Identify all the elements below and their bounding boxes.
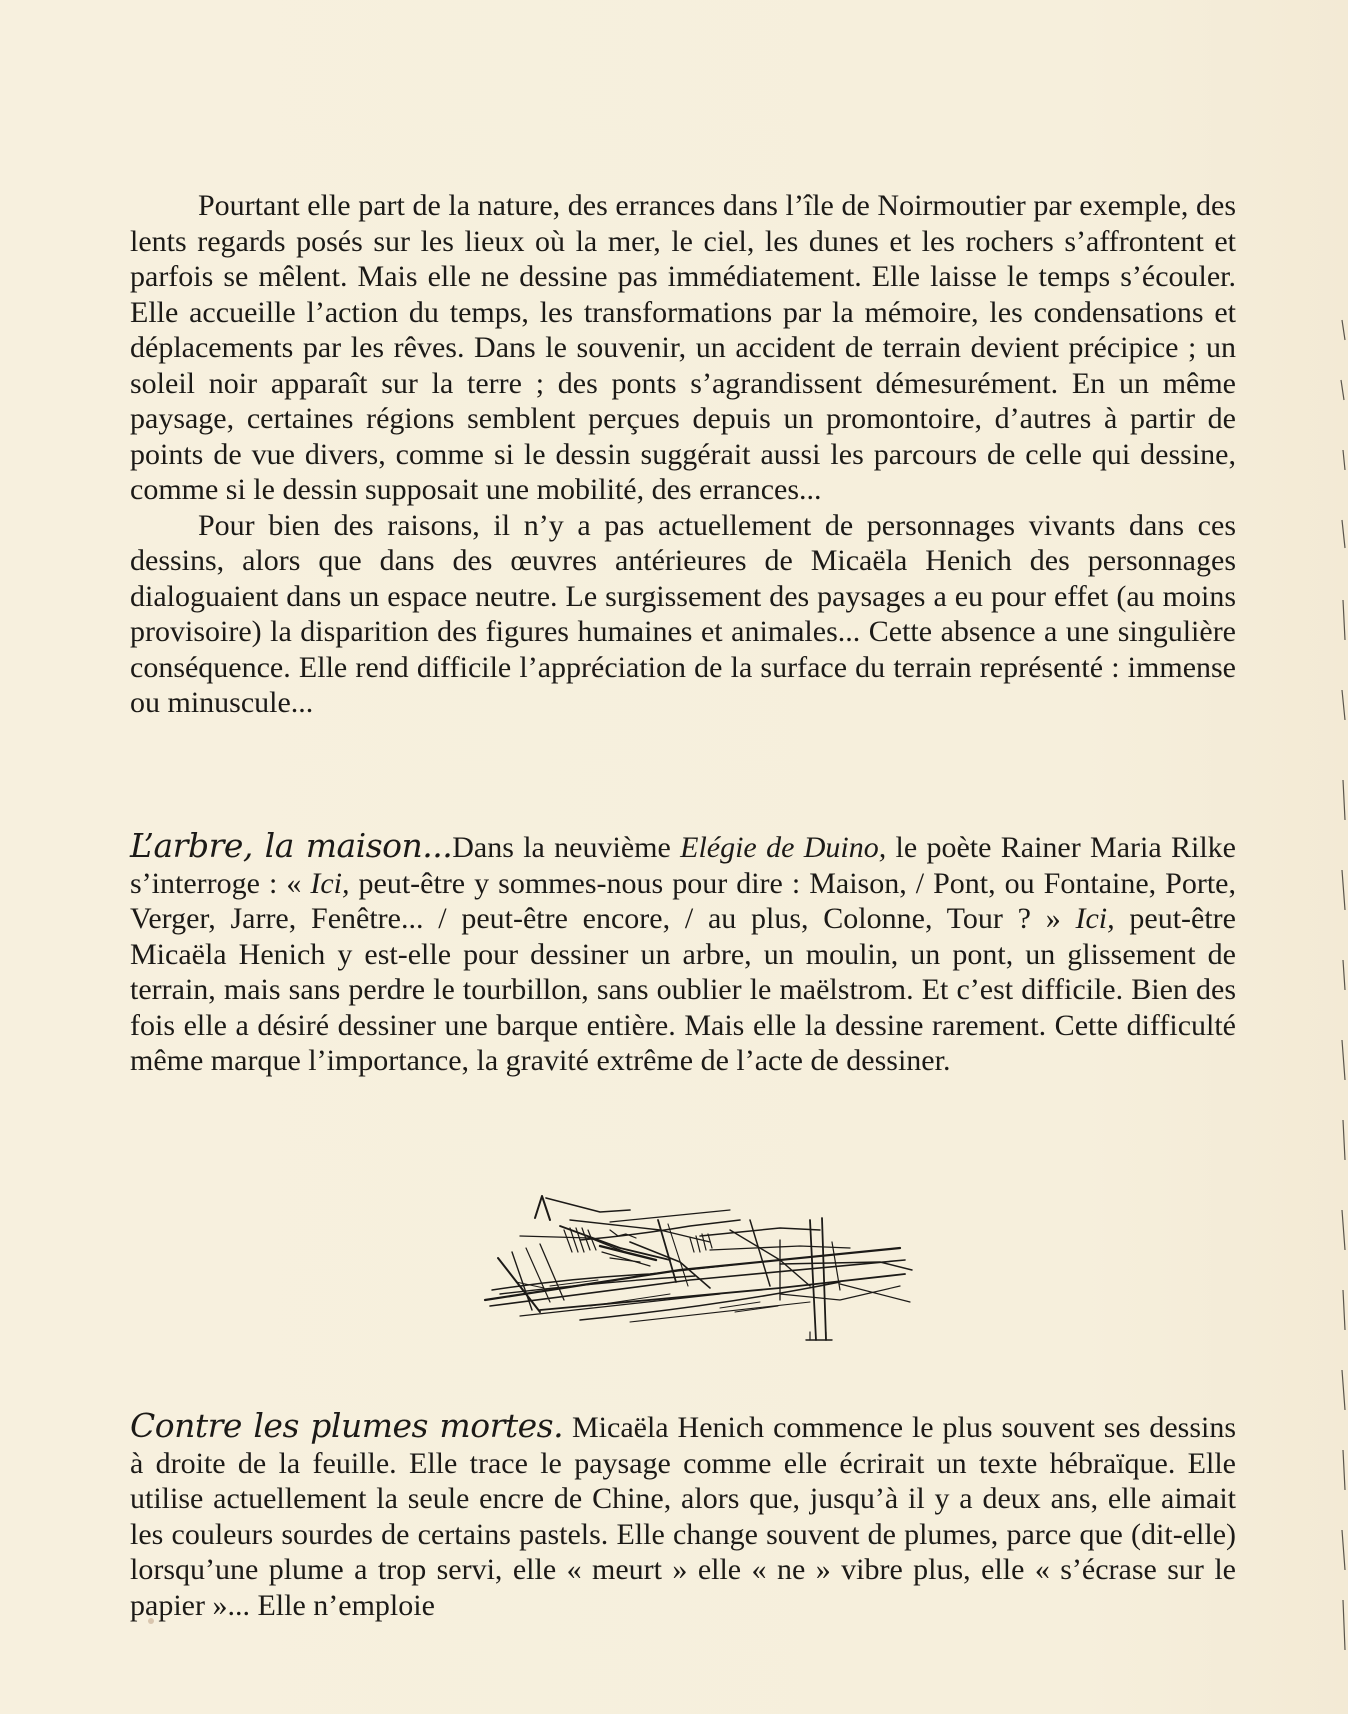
ink-smudge	[148, 1618, 154, 1624]
text-block-plumes	[130, 1408, 1236, 1623]
text-block-arbre-maison	[130, 828, 1236, 1079]
italic-word-ici: Ici,	[1075, 902, 1115, 935]
text-block-nature	[130, 188, 1236, 721]
paragraph-personnages: Pour bien des raisons, il n’y a pas actuellement de personnages vivants dans ces dessins, alors que dans des œuvres antérieures de Micaëla Henich des personnages dialoguaient dans un espace neutre. Le surgissement des paysages a eu pour effet (au moins provisoire) la disparition des figures humaines et animales... Cette absence a une singulière conséquence. Elle rend difficile l’appréciation de la surface du terrain représenté : immense ou minuscule...	[130, 508, 1236, 719]
text-run: peut-être y sommes-nous pour dire : Maison, / Pont, ou Fontaine, Porte, Verger, Jarre, Fenêtre... / peut-être encore, / au plus, Colonne, Tour ? »	[130, 866, 1237, 935]
text-run: le poète Rainer Maria Rilke s’interroge : «	[130, 831, 1236, 900]
text-run: Dans la neuvième	[452, 831, 681, 864]
paragraph-errances: Pourtant elle part de la nature, des errances dans l’île de Noirmoutier par exemple, des lents regards posés sur les lieux où la mer, le ciel, les dunes et les rochers s’affrontent et parfois se mêlent. Mais elle ne dessine pas immédiatement. Elle laisse le temps s’écouler. Elle accueille l’action du temps, les transformations par la mémoire, les condensations et déplacements par les rêves. Dans le souvenir, un accident de terrain devient précipice ; un soleil noir apparaît sur la terre ; des ponts s’agrandissent démesurément. En un même paysage, certaines régions semblent perçues depuis un promontoire, d’autres à partir de points de vue divers, comme si le dessin suggérait aussi les parcours de celle qui dessine, comme si le dessin supposait une mobilité, des errances...	[130, 189, 1236, 506]
italic-title-elegie: Elégie de Duino,	[680, 831, 887, 864]
italic-word-ici: Ici,	[310, 866, 350, 900]
page-edge-binding-marks	[1333, 0, 1348, 1714]
paragraph-plumes	[130, 1408, 1236, 1623]
text-run: Micaëla Henich commence le plus souvent ses dessins à droite de la feuille. Elle trace le paysage comme elle écrirait un texte hébraïque. Elle utilise actuellement la seule encre de Chine, alors que, jusqu’à il y a deux ans, elle aimait les couleurs sourdes de certains pastels. Elle change souvent de plumes, parce que (dit-elle) lorsqu’une plume a trop servi, elle « meurt » elle « ne » vibre plus, elle « s’écrase sur le papier »... Elle n’emploie	[130, 1411, 1236, 1622]
text-run: peut-être Micaëla Henich y est-elle pour dessiner un arbre, un moulin, un pont, un glissement de terrain, mais sans perdre le tourbillon, sans oublier le maëlstrom. Et c’est difficile. Bien des fois elle a désiré dessiner une barque entière. Mais elle la dessine rarement. Cette difficulté même marque l’importance, la gravité extrême de l’acte de dessiner.	[130, 902, 1236, 1077]
section-lead-plumes: Contre les plumes mortes.	[130, 1406, 564, 1445]
ink-drawing-wreckage	[480, 1190, 920, 1350]
paragraph-rilke	[130, 828, 1236, 1079]
section-lead-arbre: L’arbre, la maison...	[130, 826, 453, 865]
